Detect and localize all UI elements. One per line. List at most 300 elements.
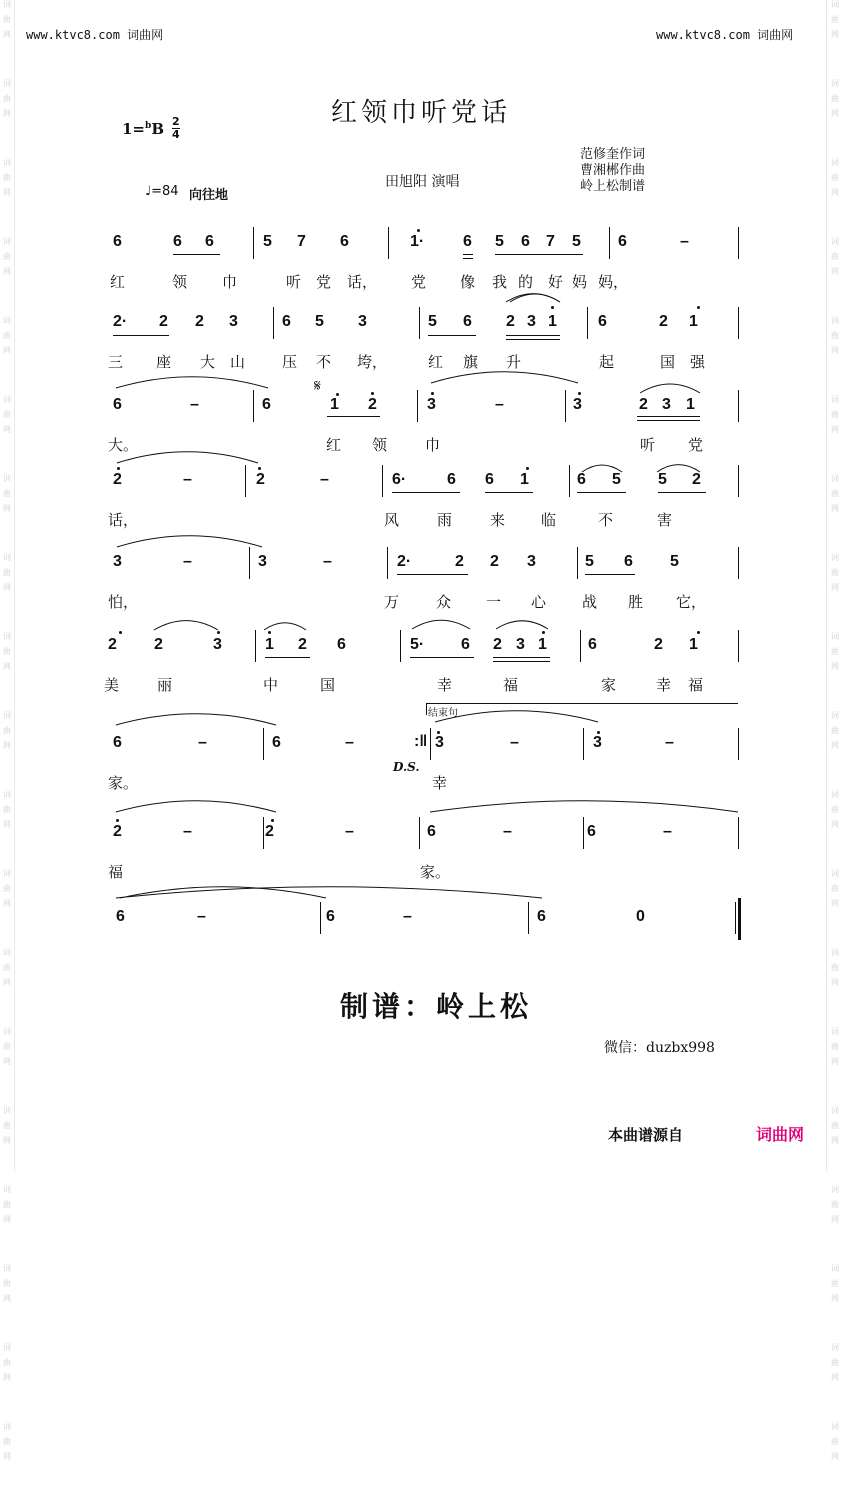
note: – [183, 823, 192, 840]
note: – [323, 553, 332, 570]
lyric: 话， [347, 273, 378, 291]
watermark-char: 词 [3, 0, 11, 9]
watermark-char: 曲 [3, 1121, 11, 1130]
lyric: 的 [518, 273, 534, 291]
watermark-char: 网 [3, 188, 11, 197]
watermark-char: 词 [3, 553, 11, 562]
lyric: 福 [688, 676, 704, 694]
note: 2· [113, 313, 128, 330]
note: 2 [493, 636, 502, 653]
watermark-char: 词 [831, 1106, 839, 1115]
note: 6 [173, 233, 182, 250]
time-bottom: 4 [172, 128, 180, 141]
lyric: 升 [506, 353, 522, 371]
slur [117, 536, 262, 547]
lyric: 来 [490, 511, 506, 529]
lyric: 起 [599, 353, 615, 371]
lyric: 幸 [656, 676, 672, 694]
note: 6 [113, 233, 122, 250]
header-right-site[interactable]: www.ktvc8.com 词曲网 [656, 28, 794, 42]
watermark-char: 词 [831, 395, 839, 404]
watermark-char: 网 [3, 1136, 11, 1145]
note: – [183, 471, 192, 488]
lyric: 家。 [108, 774, 139, 792]
note: – [320, 471, 329, 488]
slur [116, 377, 268, 388]
lyric: 胜 [628, 593, 644, 611]
note: 3 [527, 313, 536, 330]
lyric: 党 [411, 273, 427, 291]
note: – [197, 908, 206, 925]
note: – [190, 396, 199, 413]
lyric: 家。 [420, 863, 451, 881]
watermark-char: 网 [3, 1215, 11, 1224]
watermark-char: 词 [831, 632, 839, 641]
lyric: 大。 [108, 436, 139, 454]
lyric: 国 [320, 676, 336, 694]
watermark-char: 网 [831, 978, 839, 987]
lyric: 山 [230, 353, 246, 371]
lyric: 美 [104, 676, 120, 694]
note: 6 [587, 823, 596, 840]
note: 2 [455, 553, 464, 570]
lyric: 妈 [572, 273, 588, 291]
note: 2 [639, 396, 648, 413]
lyric: 大 [200, 353, 216, 371]
watermark-char: 曲 [3, 1200, 11, 1209]
watermark-char: 曲 [831, 1437, 839, 1446]
watermark-char: 词 [3, 1106, 11, 1115]
watermark-char: 词 [3, 316, 11, 325]
lyric: 不 [598, 511, 614, 529]
lyric: 中 [263, 676, 279, 694]
watermark-char: 曲 [831, 15, 839, 24]
watermark-char: 网 [3, 1452, 11, 1461]
watermark-char: 词 [831, 1264, 839, 1273]
note: 5 [612, 471, 621, 488]
lyric: 党 [316, 273, 332, 291]
lyric: 丽 [157, 676, 173, 694]
watermark-char: 网 [831, 583, 839, 592]
footer-site-link[interactable]: 词曲网 [756, 1125, 805, 1144]
note: 6 [427, 823, 436, 840]
watermark-char: 曲 [3, 15, 11, 24]
wechat-id: 微信：duzbx998 [604, 1040, 715, 1056]
watermark-char: 曲 [3, 1279, 11, 1288]
note: – [345, 823, 354, 840]
slur [116, 714, 276, 725]
note: 5 [428, 313, 437, 330]
watermark-char: 曲 [831, 94, 839, 103]
watermark-char: 曲 [3, 963, 11, 972]
watermark-char: 网 [831, 662, 839, 671]
note: 1 [538, 636, 547, 653]
note: 6 [326, 908, 335, 925]
lyric: 红 [326, 436, 342, 454]
watermark-char: 曲 [831, 410, 839, 419]
slur [657, 465, 700, 472]
note: 5 [670, 553, 679, 570]
lyric: 听 [286, 273, 302, 291]
watermark-char: 网 [3, 662, 11, 671]
tempo-mood: 向往地 [189, 188, 229, 203]
note: 6 [337, 636, 346, 653]
note: 6 [521, 233, 530, 250]
watermark-char: 曲 [3, 1437, 11, 1446]
slur [430, 801, 738, 812]
lyric: 幸 [432, 774, 448, 792]
watermark-char: 词 [831, 316, 839, 325]
lyric: 领 [372, 436, 388, 454]
watermark-char: 词 [831, 948, 839, 957]
watermark-char: 网 [3, 1057, 11, 1066]
watermark-char: 词 [831, 474, 839, 483]
note: 2 [159, 313, 168, 330]
watermark-char: 网 [3, 267, 11, 276]
note: 1· [410, 233, 425, 250]
lyric: 害 [657, 511, 673, 529]
lyric: 风 [384, 511, 400, 529]
note: 2 [490, 553, 499, 570]
note: 6 [205, 233, 214, 250]
watermark-char: 网 [3, 425, 11, 434]
watermark-char: 词 [3, 79, 11, 88]
watermark-char: 曲 [831, 1121, 839, 1130]
lyric: 不 [316, 353, 332, 371]
watermark-char: 词 [3, 474, 11, 483]
note: 3 [593, 734, 602, 751]
watermark-char: 词 [3, 632, 11, 641]
lyric: 话， [108, 511, 139, 529]
note: 1 [686, 396, 695, 413]
watermark-char: 网 [831, 820, 839, 829]
note: 2· [397, 553, 412, 570]
slur [510, 294, 560, 302]
time-top: 2 [172, 115, 180, 128]
note: 2 [113, 823, 122, 840]
note: 2 [108, 636, 117, 653]
note: 6 [272, 734, 281, 751]
note: – [663, 823, 672, 840]
watermark-char: 曲 [3, 1042, 11, 1051]
watermark-char: 曲 [831, 963, 839, 972]
note: 6 [598, 313, 607, 330]
note: 3 [113, 553, 122, 570]
note: 1 [548, 313, 557, 330]
lyric: 党 [688, 436, 704, 454]
lyric: 临 [541, 511, 557, 529]
note: 6 [618, 233, 627, 250]
note: – [503, 823, 512, 840]
watermark-char: 曲 [831, 884, 839, 893]
note: 6 [461, 636, 470, 653]
watermark-char: 曲 [3, 647, 11, 656]
note: 6 [113, 396, 122, 413]
note: 6 [116, 908, 125, 925]
composer: 曹湘郴作曲 [580, 163, 646, 178]
note: 2 [265, 823, 274, 840]
note: 3 [358, 313, 367, 330]
note: 3 [229, 313, 238, 330]
watermark-char: 曲 [3, 94, 11, 103]
watermark-char: 词 [3, 790, 11, 799]
lyric: 领 [172, 273, 188, 291]
watermark-char: 词 [831, 158, 839, 167]
lyric: 福 [108, 863, 124, 881]
note: 0 [636, 908, 645, 925]
watermark-char: 曲 [3, 331, 11, 340]
watermark-char: 词 [3, 1264, 11, 1273]
watermark-char: 曲 [3, 489, 11, 498]
watermark-char: 网 [831, 504, 839, 513]
segno-sign: 𝄋 [314, 376, 321, 395]
watermark-char: 词 [831, 790, 839, 799]
watermark-char: 曲 [831, 1279, 839, 1288]
watermark-char: 词 [3, 1027, 11, 1036]
lyric: 万 [384, 593, 400, 611]
note: 6 [485, 471, 494, 488]
watermark-char: 词 [3, 1343, 11, 1352]
watermark-char: 网 [831, 425, 839, 434]
watermark-char: 词 [831, 79, 839, 88]
note: – [665, 734, 674, 751]
slur [431, 372, 578, 383]
watermark-char: 曲 [831, 1358, 839, 1367]
note: 6 [577, 471, 586, 488]
note: – [403, 908, 412, 925]
watermark-char: 网 [831, 1294, 839, 1303]
slur [435, 711, 598, 722]
watermark-char: 曲 [3, 568, 11, 577]
lyric: 像 [460, 273, 476, 291]
note: 3 [258, 553, 267, 570]
note: 5 [495, 233, 504, 250]
watermark-char: 网 [831, 188, 839, 197]
watermark-char: 曲 [831, 726, 839, 735]
watermark-char: 曲 [3, 252, 11, 261]
lyric: 心 [531, 593, 547, 611]
lyric: 红 [428, 353, 444, 371]
note: 1 [689, 313, 698, 330]
note: 3 [213, 636, 222, 653]
slur [120, 887, 326, 898]
slur [117, 452, 258, 463]
watermark-char: 词 [831, 711, 839, 720]
lyric: 红 [110, 273, 126, 291]
watermark-char: 网 [3, 1294, 11, 1303]
watermark-char: 曲 [831, 489, 839, 498]
watermark-char: 网 [3, 30, 11, 39]
key-flat: b [145, 121, 152, 131]
watermark-char: 词 [831, 1185, 839, 1194]
watermark-char: 词 [831, 553, 839, 562]
watermark-char: 网 [3, 1373, 11, 1382]
watermark-char: 词 [3, 395, 11, 404]
watermark-char: 网 [3, 583, 11, 592]
watermark-char: 网 [831, 109, 839, 118]
watermark-char: 曲 [831, 1200, 839, 1209]
note: 3 [527, 553, 536, 570]
watermark-char: 词 [3, 711, 11, 720]
song-title: 红领巾听党话 [330, 98, 511, 128]
note: 2 [659, 313, 668, 330]
lyric: 座 [156, 353, 172, 371]
repeat-sign: :‖ [414, 733, 428, 750]
watermark-char: 曲 [831, 1042, 839, 1051]
slur [154, 621, 218, 630]
note: 6 [588, 636, 597, 653]
transcriber: 岭上松制谱 [580, 179, 646, 194]
lyric: 家 [601, 676, 617, 694]
note: 6 [340, 233, 349, 250]
note: 6 [463, 233, 472, 250]
watermark-char: 词 [3, 1185, 11, 1194]
lyric: 妈， [598, 273, 629, 291]
note: 5 [585, 553, 594, 570]
header-left-site[interactable]: www.ktvc8.com 词曲网 [26, 28, 164, 42]
watermark-char: 网 [3, 741, 11, 750]
watermark-char: 网 [831, 1057, 839, 1066]
note: 2 [298, 636, 307, 653]
note: 1 [520, 471, 529, 488]
lyric: 战 [582, 593, 598, 611]
lyric: 众 [436, 593, 452, 611]
note: 2 [692, 471, 701, 488]
watermark-char: 词 [831, 1027, 839, 1036]
lyric: 听 [640, 436, 656, 454]
note: – [495, 396, 504, 413]
note: 2 [195, 313, 204, 330]
lyric: 一 [486, 593, 502, 611]
lyric: 巾 [425, 436, 441, 454]
note: 3 [516, 636, 525, 653]
note: 6 [262, 396, 271, 413]
note: 6 [624, 553, 633, 570]
note: 6· [392, 471, 407, 488]
watermark-char: 词 [3, 158, 11, 167]
lyric: 三 [108, 353, 124, 371]
watermark-char: 网 [3, 978, 11, 987]
lyric: 它， [676, 593, 707, 611]
note: 7 [297, 233, 306, 250]
watermark-char: 词 [3, 948, 11, 957]
lyric: 怕， [108, 593, 139, 611]
note: 1 [689, 636, 698, 653]
note: 5 [572, 233, 581, 250]
note: 2 [154, 636, 163, 653]
watermark-char: 曲 [831, 805, 839, 814]
key-note: B [151, 120, 164, 138]
watermark-char: 网 [831, 346, 839, 355]
note: 7 [546, 233, 555, 250]
note: 6 [537, 908, 546, 925]
lyric: 福 [503, 676, 519, 694]
watermark-char: 曲 [3, 173, 11, 182]
watermark-char: 词 [831, 237, 839, 246]
lyric: 国 [660, 353, 676, 371]
note: 5 [263, 233, 272, 250]
note: – [510, 734, 519, 751]
watermark-char: 词 [3, 869, 11, 878]
lyric: 强 [690, 353, 706, 371]
note: 2 [654, 636, 663, 653]
note: – [198, 734, 207, 751]
slur [496, 621, 548, 629]
watermark-char: 网 [3, 346, 11, 355]
note: 5· [410, 636, 425, 653]
note: 6 [447, 471, 456, 488]
slur [116, 801, 276, 812]
watermark-char: 网 [831, 1452, 839, 1461]
watermark-char: 曲 [831, 252, 839, 261]
note: 1 [330, 396, 339, 413]
note: 6 [113, 734, 122, 751]
footer-source: 本曲谱源自 [608, 1126, 684, 1144]
lyric: 巾 [222, 273, 238, 291]
slur [582, 465, 622, 472]
watermark-char: 曲 [831, 647, 839, 656]
watermark-char: 曲 [3, 884, 11, 893]
watermark-char: 网 [831, 741, 839, 750]
note: 5 [658, 471, 667, 488]
watermark-char: 网 [3, 820, 11, 829]
note: 6 [282, 313, 291, 330]
singer: 田旭阳 演唱 [385, 174, 460, 190]
watermark-char: 网 [3, 899, 11, 908]
watermark-char: 词 [831, 1343, 839, 1352]
note: – [680, 233, 689, 250]
note: – [345, 734, 354, 751]
watermark-char: 网 [3, 504, 11, 513]
key-prefix: 1= [122, 120, 146, 138]
watermark-char: 网 [831, 267, 839, 276]
watermark-char: 网 [831, 1373, 839, 1382]
signature: 制谱：岭上松 [340, 990, 533, 1023]
watermark-char: 词 [3, 1422, 11, 1431]
lyric: 我 [492, 273, 508, 291]
note: 3 [427, 396, 436, 413]
note: 6 [463, 313, 472, 330]
lyric: 好 [548, 273, 564, 291]
slur [264, 623, 306, 630]
watermark-char: 网 [831, 30, 839, 39]
lyricist: 范修奎作词 [580, 147, 646, 162]
lyric: 幸 [437, 676, 453, 694]
note: 2 [256, 471, 265, 488]
note: 3 [573, 396, 582, 413]
watermark-char: 曲 [831, 173, 839, 182]
lyric: 旗 [463, 353, 479, 371]
watermark-char: 网 [831, 1136, 839, 1145]
watermark-char: 词 [831, 869, 839, 878]
watermark-char: 曲 [3, 1358, 11, 1367]
note: 5 [315, 313, 324, 330]
lyric: 雨 [437, 511, 453, 529]
slur [412, 620, 470, 629]
note: 2 [368, 396, 377, 413]
ds-marking: D.S. [393, 760, 420, 774]
note: 1 [265, 636, 274, 653]
watermark-char: 网 [831, 1215, 839, 1224]
note: – [183, 553, 192, 570]
note: 2 [506, 313, 515, 330]
watermark-char: 词 [831, 0, 839, 9]
tempo-bpm: ♩=84 [145, 184, 179, 199]
note: 2 [113, 471, 122, 488]
watermark-char: 曲 [3, 726, 11, 735]
coda-label: 结束句 [428, 708, 458, 719]
watermark-char: 网 [831, 899, 839, 908]
